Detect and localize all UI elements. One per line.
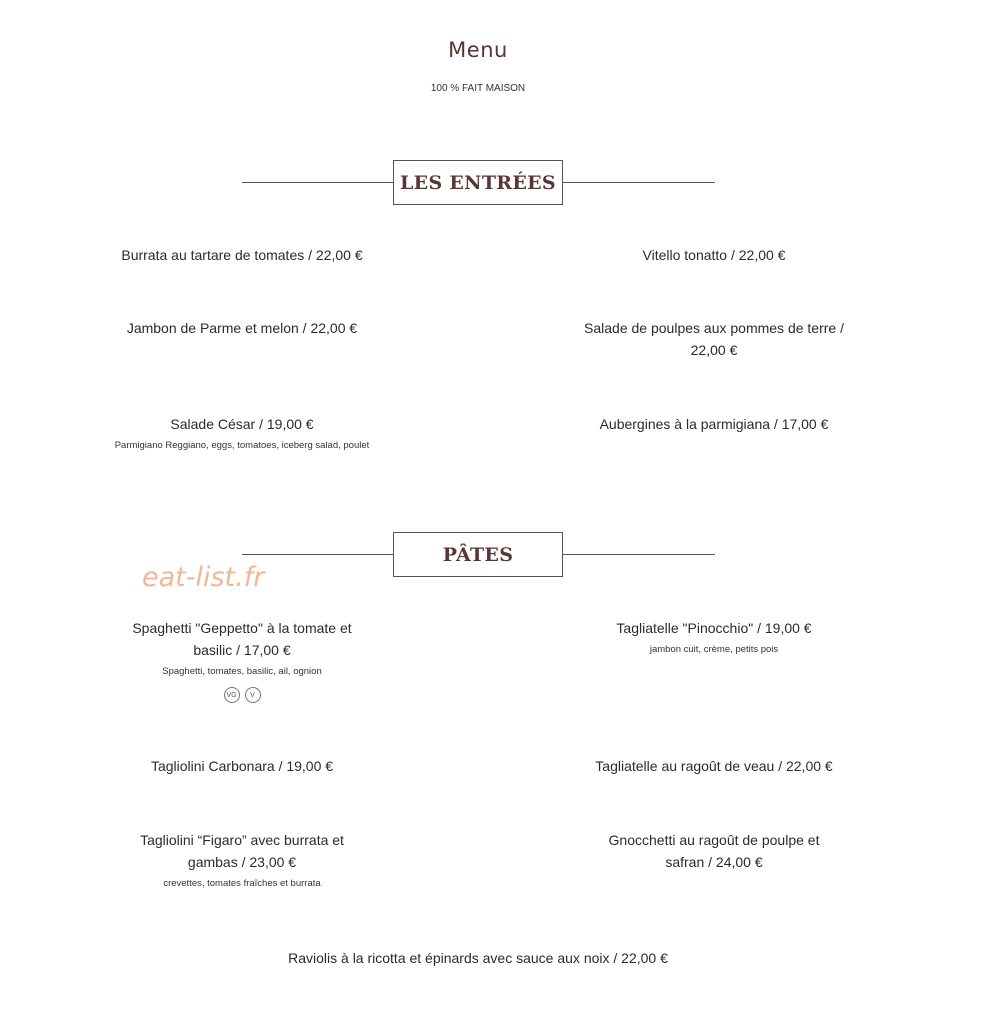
section-title-pates: PÂTES [393,532,563,577]
menu-item [228,947,728,969]
menu-item-description: jambon cuit, crème, petits pois [649,644,779,655]
menu-item-title: Aubergines à la parmigiana / 17,00 € [599,416,829,432]
page-subtitle: 100 % FAIT MAISON [430,83,526,94]
vegan-badge-icon: VG [224,687,240,703]
menu-item [564,244,864,266]
menu-item-title: Gnocchetti au ragoût de poulpe et safran / 24,00 € [608,832,820,870]
menu-item [564,413,864,435]
menu-item [112,617,372,703]
section-rule-left [242,554,394,555]
menu-item [589,829,839,873]
menu-item-title: Spaghetti "Geppetto" à la tomate et basilic / 17,00 € [132,620,352,658]
watermark: eat-list.fr [142,562,265,593]
menu-item-title: Raviolis à la ricotta et épinards avec sauce aux noix / 22,00 € [288,950,668,966]
menu-item [92,317,392,339]
section-rule-right [562,554,715,555]
vegetarian-badge-icon: V [245,687,261,703]
menu-item [117,829,367,889]
menu-item [564,617,864,655]
menu-item-title: Tagliolini “Figaro” avec burrata et gambas / 23,00 € [140,832,344,870]
dietary-badges [112,687,372,703]
menu-item-title: Salade César / 19,00 € [170,416,314,432]
menu-item [584,317,844,361]
menu-item [564,755,864,777]
section-title-entrees: LES ENTRÉES [393,160,563,205]
menu-item-title: Tagliolini Carbonara / 19,00 € [150,758,334,774]
menu-item-description: Spaghetti, tomates, basilic, ail, ognion [162,666,322,677]
menu-item-title: Tagliatelle "Pinocchio" / 19,00 € [616,620,812,636]
menu-item-description: Parmigiano Reggiano, eggs, tomatoes, iceberg salad, poulet [114,440,370,451]
page-title: Menu [448,38,508,62]
menu-item [92,413,392,451]
menu-item-title: Tagliatelle au ragoût de veau / 22,00 € [595,758,833,774]
section-rule-left [242,182,394,183]
menu-item-title: Salade de poulpes aux pommes de terre / 22,00 € [584,320,844,358]
section-rule-right [562,182,715,183]
menu-item [92,755,392,777]
menu-item-title: Vitello tonatto / 22,00 € [642,247,786,263]
menu-item [92,244,392,266]
menu-item-title: Jambon de Parme et melon / 22,00 € [126,320,358,336]
menu-item-description: crevettes, tomates fraîches et burrata [163,878,321,889]
menu-item-title: Burrata au tartare de tomates / 22,00 € [121,247,363,263]
